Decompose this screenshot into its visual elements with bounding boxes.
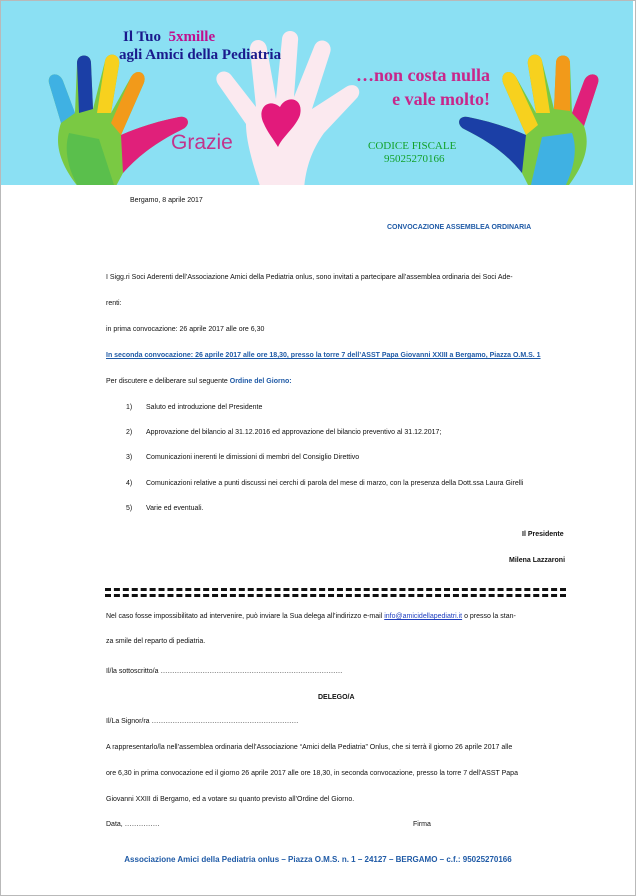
footer-address: Associazione Amici della Pediatria onlus – Piazza O.M.S. n. 1 – 24127 – BERGAMO – c.f.: 95025270166 [124,855,512,864]
painted-hand-left [19,43,194,185]
codice-fiscale-value: 95025270166 [384,153,445,165]
tagline [356,63,490,111]
date-field: Data, …………… [106,821,160,828]
letter-date: Bergamo, 8 aprile 2017 [130,197,203,204]
signature-title: Il Presidente [522,531,564,538]
delega-body-line-3: Giovanni XXIII di Bergamo, ed a votare su quanto previsto all’Ordine del Giorno. [106,796,355,803]
agenda-item-5: Varie ed eventuali. [146,505,204,512]
title-line2: agli Amici della Pediatria [119,47,282,63]
agenda-num-1: 1) [126,404,133,411]
delega-note-line-2: za smile del reparto di pediatria. [106,638,206,645]
cut-line-bottom [105,594,566,597]
banner-title [119,28,282,64]
proxy-line: Il/La Signor/ra ……………………………………………………… [106,718,299,725]
delega-note-line-1 [106,612,516,621]
agenda-item-4: Comunicazioni relative a punti discussi nei cerchi di parola del mese di marzo, con la presenza della Dott.ssa Laura Girelli [146,480,524,487]
intro-line-1: I Sigg.ri Soci Aderenti dell’Associazione Amici della Pediatria onlus, sono invitati a partecipare all’assemblea ordinaria dei Soci Ade- [106,274,513,281]
agenda-intro-text: Per discutere e deliberare sul seguente [106,378,230,385]
tagline-line2: e vale molto! [392,89,491,109]
delega-body-line-1: A rappresentarlo/la nell’assemblea ordinaria dell’Associazione “Amici della Pediatria” Onlus, che si terrà il giorno 26 aprile 2017 alle [106,744,513,751]
delega-note-text-end: o presso la stan- [462,613,516,620]
agenda-intro [106,377,292,386]
delega-body-line-2: ore 6,30 in prima convocazione ed il giorno 26 aprile 2017 alle ore 18,30, in seconda convocazione, presso la torre 7 dell’ASST Papa [106,770,518,777]
agenda-num-3: 3) [126,454,133,461]
agenda-label: Ordine del Giorno: [229,378,292,385]
agenda-item-3: Comunicazioni inerenti le dimissioni di membri del Consiglio Direttivo [146,454,360,461]
cut-line-top [105,588,566,591]
header-banner [1,1,633,185]
second-call: In seconda convocazione: 26 aprile 2017 alle ore 18,30, presso la torre 7 dell’ASST Papa Giovanni XXIII a Bergamo, Piazza O.M.S. 1 [106,352,541,359]
letter-subject: CONVOCAZIONE ASSEMBLEA ORDINARIA [387,224,532,231]
title-5xmille: 5xmille [168,29,216,45]
agenda-item-1: Saluto ed introduzione del Presidente [146,404,263,411]
codice-fiscale-label: CODICE FISCALE [368,140,457,152]
tagline-line1: …non costa nulla [356,65,491,85]
agenda-item-2: Approvazione del bilancio al 31.12.2016 ed approvazione del bilancio preventivo al 31.12.2017; [146,429,442,436]
title-prefix: Il Tuo [123,29,161,45]
agenda-num-5: 5) [126,505,133,512]
signature-name: Milena Lazzaroni [509,557,566,564]
delega-note-text: Nel caso fosse impossibilitato ad intervenire, può inviare la Sua delega all’indirizzo e-mail [106,613,385,620]
email-link[interactable]: info@amicidellapediatri.it [384,613,463,620]
first-call: in prima convocazione: 26 aprile 2017 alle ore 6,30 [106,326,265,333]
delega-heading: DELEGO/A [318,694,355,701]
grazie-text: Grazie [171,131,233,154]
undersigned-line: Il/la sottoscritto/a …………………………………………………………………… [106,668,343,675]
intro-line-2: renti: [106,300,122,307]
signature-field: Firma [413,821,431,828]
agenda-num-2: 2) [126,429,133,436]
agenda-num-4: 4) [126,480,133,487]
